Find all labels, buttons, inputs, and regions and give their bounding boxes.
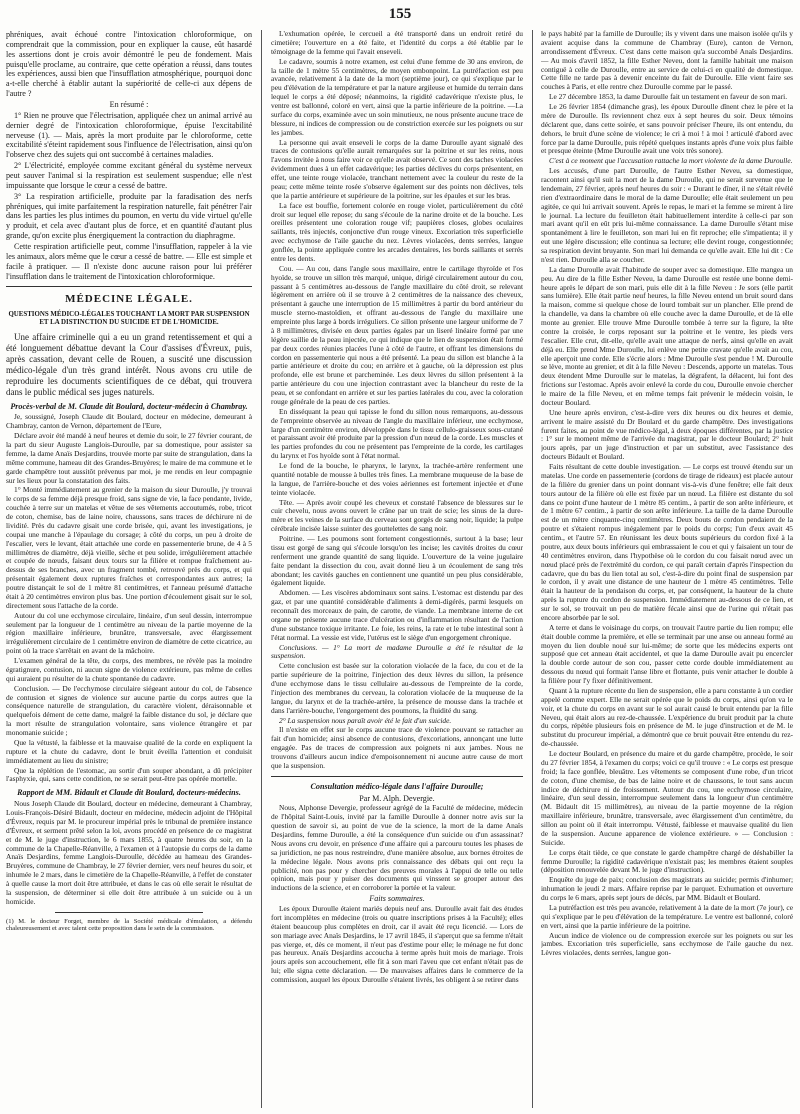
consult-paragraph: Nous, Alphonse Devergie, professeur agrégé de la Faculté de médecine, médecin de l'hôpital Saint-Louis, invité par la famille Duroulle à donner notre avis sur la question de savoir si, au point de vue de la science, la mort de la dame Anaïs Desjardins, femme Duroulle, a été la conséquence d'un suicide ou d'un assassinat? Nous avons cru devoir, en présence d'une affaire qui a parcouru toutes les phases de sa juridiction, ne pas nous restreindre, d'une manière absolue, aux bornes étroites de la médecine légale. Nous avons pris connaissance des débats qui ont reçu la publicité, non pas pour y chercher des preuves morales à l'appui de telle ou telle opinion, mais pour y puiser des documents qui vinssent se grouper autour des inductions de la science, et en corroborer la portée et la valeur. <box>271 803 523 893</box>
body-paragraph: Aucun indice de violence ou de compression exercée sur les poignets ou sur les jambes. Excoriation très superficielle, sans ecchymose de l'aile gauche du nez. Lèvres violacées, dents serrées, langue gon- <box>541 930 793 958</box>
body-paragraph: Le cadavre, soumis à notre examen, est celui d'une femme de 30 ans environ, de la taille de 1 mètre 55 centimètres, de moyen embonpoint. La putréfaction est peu avancée, relativement à la date de la mort (septième jour), ce qui s'explique par le peu d'élévation de la température et par la nature argileuse et humide du terrain dans lequel le corps a été déposé; néanmoins, la rigidité cadavérique n'existe plus, le ventre est ballonné, coloré en vert, ainsi que la partie inférieure de la poitrine. —La surface du corps, examinée avec un soin minutieux, ne nous présente aucune trace de blessure, ni indices de compression ou de constriction exercée sur les poignets ou sur les jambes. <box>271 56 523 137</box>
body-paragraph: Le docteur Boulard, en présence du maire et du garde champêtre, procède, le soir du 27 février 1854, à l'examen du corps; voici ce qu'il trouve : « Le corps est presque froid; la face gonflée, bleuâtre. Les vêtements se composent d'une robe, d'un tricot de coton, d'une chemise, de bas de laine noire et de chaussons, le tout sans aucun indice de déchirure ni de froissement. Autour du cou, une ecchymose circulaire, linéaire, d'un seul dessin, interrompue seulement dans la longueur d'un centimètre (M. Bidault dit 15 millimètres), au niveau de la partie moyenne de la région maxillaire inférieure, brunâtre, transversale, avec élargissement d'un centimètre, du sillon au point où il était interrompu. Vétusté, faiblesse et mauvaise qualité du lien de la suspension. Aucune apparence de violence extérieure. » — Conclusion : Suicide. <box>541 749 793 847</box>
lead-paragraph: Une affaire criminelle qui a eu un grand retentissement et qui a été longuement débattue devant la Cour d'assises d'Évreux, puis, après cassation, devant celle de Rouen, a suscité une discussion médico-légale d'un très grand intérêt. Nous avons cru utile de reproduire les documents scientifiques de ce débat, qui trouvera dans le public médical ses juges naturels. <box>6 331 252 397</box>
report1-paragraph: 1° Monté immédiatement au grenier de la maison du sieur Duroulle, j'y trouvai le corps de sa femme déjà presque froid, sans signe de vie, la face pendante, livide, couchée à terre sur un matelas et vêtue de ses vêtements accoutumés, robe, tricot de coton, chemise, bas de laine noire, chaussons, sans traces de déchirure ni de lividité. Près du cadavre gisait une corde brisée, qui, avant les investigations, je coupai une manche à l'épaulage du corsage; à côté du corps, un peu à droite de l'escalier, vers le levant, était attachée une corde en passementerie brune, de 4 à 5 millimètres de diamètre, déjà vieille, sèche et peu solide, irrégulièrement attachée et coupée de nœuds, faisant deux tours sur la filière et rompue fraîchement au-dessus de ses branches, avec un fragment tombé, retrouvé près du corps, et qui présentait également deux ruptures fraîches et correspondantes aux autres; la poutre distançait le sol de 1 mètre 81 centimètres, et l'anneau présumé d'attache était à 20 centimètres environ plus bas. Une portion d'écoulement gisait sur le sol, directement sous l'attache de la corde. <box>6 485 252 610</box>
body-paragraph: La putréfaction est très peu avancée, relativement à la date de la mort (7e jour), ce qui s'explique par le peu d'élévation de la température. Le ventre est ballonné, coloré en vert, ainsi que la partie inférieure de la poitrine. <box>541 902 793 930</box>
body-paragraph: Une heure après environ, c'est-à-dire vers dix heures ou dix heures et demie, arrivent le maire assisté du Dr Boulard et du garde champêtre. Des investigations furent faites, au point de vue médico-légal, à deux époques différentes, par la justice : 1° sur le moment même de l'arrivée du magistrat, par le docteur Boulard; 2° huit jours après, par un juge d'instruction et par un substitut, avec l'assistance des docteurs Bidault et Boulard. <box>541 407 793 462</box>
report1-paragraph: Autour du col une ecchymose circulaire, linéaire, d'un seul dessin, interrompue seulement par la longueur de 1 centimètre au niveau de la partie moyenne de la région maxillaire inférieure, brunâtre, transversale, avec élargissement irrégulièrement circulaire de 1 centimètre environ de diamètre de cette cicatrice, au point où la trace s'arrêtait en avant de la mâchoire. <box>6 610 252 656</box>
divider <box>271 776 523 777</box>
conclusion-1: Conclusions. — 1° La mort de madame Duroulle a été le résultat de la suspension. <box>271 642 523 661</box>
intro-paragraph: phréniques, avait échoué contre l'intoxication chloroformique, on comprendrait que la commission, pour en expliquer la cause, eût hasardé les assertions dont je crois avoir démontré le peu de fondement. Mais puisqu'elle proclame, au contraire, que cette opération a réussi, dans toutes les expériences, aussi bien que l'insufflation atmosphérique, pourquoi donc a-t-elle cherché à établir autant la supériorité de celle-ci aux dépens de l'autre ? <box>6 30 252 99</box>
column-3 <box>541 30 793 1110</box>
body-paragraph: Le corps était tiède, ce que constate le garde champêtre chargé de déshabiller la femme Duroulle; la rigidité cadavérique n'existait pas; les membres étaient souples (déposition renouvelée devant M. le juge d'instruction). <box>541 847 793 875</box>
report1-paragraph: Déclare avoir été mandé à neuf heures et demie du soir, le 27 février courant, de la part du sieur Auguste Langlois-Duroulle, par sa domestique, pour assister sa femme, la dame Anaïs Desjardins, trouvée morte par suite de strangulation, dans la même commune, hameau dit des Grandes-Bruyères; le maire de ma commune et le garde champêtre tout aussitôt prévenus par moi, je me rendis en leur compagnie sur les lieux pour la constatation des faits. <box>6 431 252 485</box>
conclusion-point-4: Cette respiration artificielle peut, comme l'insufflation, rappeler à la vie les animaux, alors même que le cœur a cessé de battre. — Elle est simple et facile à pratiquer. — Il n'existe donc aucune raison pour lui préférer l'insufflation dans le traitement de l'intoxication chloroformique. <box>6 242 252 281</box>
consult-title: Consultation médico-légale dans l'affaire Duroulle; <box>310 781 484 791</box>
column-2 <box>271 30 523 1110</box>
conclusion-point-3: 3° La respiration artificielle, produite par la faradisation des nerfs phréniques, qui imite parfaitement la respiration naturelle, fait pénétrer l'air dans les parties les plus intimes du poumon, en vertu du vide virtuel qu'elle y produit, et cela avec d'autant plus de force, et en quantité d'autant plus grande, qu'on excite plus énergiquement la contraction du diaphragme. <box>6 191 252 241</box>
body-paragraph: Faits résultant de cette double investigation. — Le corps est trouvé étendu sur un matelas. Une corde en passementerie (cordons de tirage de rideaux) est placée autour de la filière du grenier dans un point donnant vis-à-vis d'une fenêtre; elle fait deux tours autour de la filière où elle est fixée par un nœud. La filière est distante du sol dans ce point d'une hauteur de 1 mètre 85 centim., à partir de son arête inférieure, et de 1 mètre 67 centim., à partir de son arête inférieure. La taille de la dame Duroulle est de un mètre cinquante-cinq centimètres. Deux bouts de cordon pendaient de la poutre et s'étaient rompus inégalement par le poids du corps; l'un d'eux avait 45 centim., et l'autre 57. En réunissant les deux bouts supérieurs du cordon fixé à la poutre, aux deux bouts inférieurs qui embrassaient le cou et qui y faisaient un tour de 40 centimètres environ, dans l'hypothèse où le cordon du cou faisait nœud avec un nœud placé près de l'extrémité du cordon, ce qui paraît certain d'après l'inspection du cadavre, que du bas du lien total au sol, c'est-à-dire du point final de suspension par le cordon, il y avait une distance de une hauteur de 1 mètre 45 centimètres. Telle était la hauteur de la pendaison du corps, et, par conséquent, la hauteur de la chute après la rupture du cordon de suspension. Immédiatement au-dessous de ce lien, et sur le sol, se trouvait un peu de matière fécale ainsi que de l'urine qui n'était pas encore absorbée par le sol. <box>541 462 793 622</box>
body-paragraph: Abdomen. — Les viscères abdominaux sont sains. L'estomac est distendu par des gaz, et par une quantité considérable d'aliments à demi-digérés, parmi lesquels on reconnaît des morceaux de pain, de carotte, de viande. La membrane interne de cet organe ne présente aucune trace d'ulcération ou d'inflammation résultant de l'action d'une substance toxique irritante. Le foie, les reins, la rate et le tube intestinal sont à l'état normal. La vessie est vide, l'utérus est le siège d'un engorgement chronique. <box>271 588 523 642</box>
body-paragraph: Le 26 février 1854 (dimanche gras), les époux Duroulle dînent chez le père et la mère de Duroulle. Ils reviennent chez eux à sept heures du soir. Deux témoins déclarent que, dans cette soirée, et sans pouvoir préciser l'heure, ils ont entendu, du dehors, le bruit d'une scène de violence; le cri à moi ! à moi ! articulé d'abord avec force par la dame Duroulle, puis répété quelques instants après d'une voix plus faible et presque éteinte (Mme Duroulle avait une voix très sonore). <box>541 102 793 156</box>
faits-title: Faits sommaires. <box>369 894 425 904</box>
body-paragraph: Tête. — Après avoir coupé les cheveux et constaté l'absence de blessures sur le cuir chevelu, nous avons ouvert le crâne par un trait de scie; les sinus de la dure-mère et les veines de la surface du cerveau sont gorgés de sang noir, liquide; la pulpe cérébrale incisée laisse suinter des gouttelettes de sang noir. <box>271 497 523 534</box>
report1-paragraph: Conclusion. — De l'ecchymose circulaire siégeant autour du col, de l'absence de contusion et signes de violence sur aucune partie du corps autres que la conséquence naturelle de strangulation, du caractère violent, déraisonnable et quelquefois dément de cette dame, malgré la faible distance du sol, je déclare que la mort résulte de strangulation volontaire, sans violence étrangère et par monomanie suicide ; <box>6 683 252 738</box>
body-paragraph: La personne qui avait enseveli le corps de la dame Duroulle ayant signalé des traces de contusions qu'elle aurait remarquées sur la poitrine et sur les reins, nous l'avons invitée à nous faire voir ce qu'elle avait observé. Ce sont des taches violacées évidemment dues à un effet cadavérique; les parties déclives du corps présentent, en effet, une teinte rouge violacée, tranchant nettement avec la couleur du reste de la peau; cette même teinte rosée s'observe également sur des points non déclives, tels que la partie antérieure et supérieure de la poitrine, sur les épaules et sur les bras. <box>271 137 523 200</box>
body-paragraph: Cette conclusion est basée sur la coloration violacée de la face, du cou et de la partie supérieure de la poitrine, l'injection des deux lèvres du sillon, la présence d'une ecchymose dans le tissu cellulaire au-dessous de l'empreinte de la corde, l'injection des membranes du cerveau, la coloration violacée de la muqueuse de la langue, du larynx et de la trachée-artère, la présence de mousse dans la trachée et dans l'arrière-bouche, l'engorgement des poumons, la fluidité du sang. <box>271 661 523 715</box>
section-subtitle: QUESTIONS MÉDICO-LÉGALES TOUCHANT LA MORT PAR SUSPENSION ET LA DISTINCTION DU SUICIDE ET DE L'HOMICIDE. <box>8 310 250 327</box>
footnote-divider <box>55 912 203 913</box>
report1-paragraph: L'examen général de la tête, du corps, des membres, ne révèle pas la moindre égratignure, contusion, ni aucun signe de violence extérieure, pas même de celles qui auraient pu résulter de la chute spontanée du cadavre. <box>6 656 252 683</box>
column-rule <box>261 30 262 1108</box>
body-paragraph: C'est à ce moment que l'accusation rattache la mort violente de la dame Duroulle. <box>549 156 793 166</box>
consult-author: Par M. Alph. Devergie. <box>359 793 435 803</box>
report2-paragraph: Nous Joseph Claude dit Boulard, docteur en médecine, demeurant à Chambray, Louis-François-Désiré Bidault, docteur en médecine, médecin adjoint de l'Hôpital d'Évreux, requis par M. le procureur impérial près le tribunal de première instance d'Évreux, et serment prêté selon la loi, avons procédé en présence de ce magistrat et de M. le juge d'instruction, le 6 mars 1855, à quatre heures du soir, en la commune de la Chapelle-Réanville, à l'examen et à l'autopsie du corps de la dame Anaïs Desjardins, femme Langlois-Duroulle, décédée au hameau des Grandes-Bruyères, commune de Chambray, le 27 février dernier, vers neuf heures du soir, et inhumée le 2 mars, dans le cimetière de la Chapelle-Réanville, à l'effet de constater à quelle cause la mort doit être attribuée, et dans le cas où elle serait le résultat de la suspension, de déterminer si elle doit être attribuée à un suicide ou à un homicide. <box>6 799 252 906</box>
body-paragraph: A terre et dans le voisinage du corps, on trouvait l'autre partie du lien rompu; elle était double comme la première, et elle se terminait par une anse ou anneau formé au moyen du lien double noué sur lui-même; de sorte que les médecins experts ont supposé que cet anneau était accidentel, et que la dame Duroulle avait pu encercler la double corde autour de son cou, passer cette corde double immédiatement au dessous du nœud qui formait l'anse libre et flottante, puis venir attacher le double à la filière pour l'y fixer définitivement. <box>541 622 793 685</box>
body-paragraph: La face est bouffie, fortement colorée en rouge violet, particulièrement du côté droit sur lequel elle repose; du sang s'écoule de la narine droite et de la bouche. Les oreilles présentent une coloration rouge vif; paupières closes, globes oculaires saillants, très injectés, conjonctive d'un rouge vineux. Excoriation très superficielle avec ecchymose de l'aile gauche du nez. Lèvres violacées, dents serrées, langue gonflée, la pointe appliquée contre les arcades dentaires, les bords saillants et serrés entre les dents. <box>271 200 523 263</box>
report1-paragraph: Que la vétusté, la faiblesse et la mauvaise qualité de la corde en expliquent la rupture et la chute du cadavre, dont le bruit éveilla l'attention et conduisit immédiatement au lieu du sinistre; <box>6 737 252 765</box>
body-paragraph: Les accusés, d'une part Duroulle, de l'autre Esther Neveu, sa domestique, racontent ainsi qu'il suit la mort de la dame Duroulle, qui ne serait survenue que le lendemain, 27 février, après neuf heures du soir : « Durant le dîner, il ne s'était révélé rien d'extraordinaire dans le moral de la dame Duroulle; elle était seulement un peu agitée, ce qui lui arrivait souvent. Après le repas, le mari et la femme se mirent à lire le journal. La lecture du feuilleton était habituellement interdite à celle-ci par son mari avant qu'il en eût pris lui-même connaissance. La dame Duroulle s'étant mise spontanément à lire le feuilleton, son mari lui en fit reproche; elle s'impatienta; il y eut une légère discussion; elle continua sa lecture; elle devint rouge, congestionnée; sa respiration devint bruyante. Son mari lui demanda ce qu'elle avait. Elle lui dit : Ce n'est rien. Duroulle alla se coucher. <box>541 166 793 264</box>
footnote: (1) M. le docteur Forget, membre de la Société médicale d'émulation, a défendu chaleureusement et avec talent cette proposition dans le sein de la commission. <box>6 917 252 933</box>
body-paragraph: La dame Duroulle avait l'habitude de souper avec sa domestique. Elle mangea un peu. Au dire de la fille Esther Neveu, la dame Duroulle est restée une bonne demi-heure après le départ de son mari, puis elle dit à la fille Neveu : Je sors (elle partit sans lumière). Elle était partie neuf heures, la fille Neveu entend un bruit sourd dans la maison, comme si quelque chose de lourd tombait sur un plancher. Elle prend de la chandelle, va dans la chambre où elle couche avec la dame Duroulle, et de là elle monte au grenier. Elle trouve Mme Duroulle tombée à terre sur la figure, la tête contre la croisée, le corps reposant sur la poitrine et le ventre, les pieds vers l'escalier. Elle crut, dit-elle, qu'elle avait une attaque de nerfs, ainsi qu'elle en avait déjà eu. Elle prend Mme Duroulle, lui enlève une petite cravate qu'elle avait au cou, elle aperçoit une corde. Elle s'écrie alors : Mme Duroulle s'est pendue ! M. Duroulle se lève, monte au grenier, et dit à la fille Neveu : Descends, apporte un matelas. Tous deux étendent Mme Duroulle sur le matelas, la dégrafent, la délacent, lui font des frictions sur l'estomac. Après avoir enlevé la corde du cou, Duroulle envoie chercher le maire de la fille Neveu, et en même temps fait prévenir le médecin voisin, le docteur Boulard. <box>541 264 793 407</box>
page-number: 155 <box>388 6 412 22</box>
body-paragraph: En disséquant la peau qui tapisse le fond du sillon nous remarquons, au-dessous de l'empreinte observée au niveau de l'angle du maxillaire inférieur, une ecchymose, large d'un centimètre environ, développée dans le tissu cellulo-graisseux sous-cutané et paraissant avoir été produite par la pression d'un nœud de la corde. Les muscles et les parties profondes du cou ne présentent pas l'empreinte de la corde, les cartilages du larynx et l'os hyoïde sont à l'état normal. <box>271 406 523 461</box>
column-1 <box>6 30 252 1110</box>
body-paragraph: L'exhumation opérée, le cercueil a été transporté dans un endroit retiré du cimetière; l'ouverture en a été faite, et l'identité du corps a été établie par le témoignage de la femme qui l'avait enseveli. <box>271 30 523 56</box>
body-paragraph: Poitrine. — Les poumons sont fortement congestionnés, surtout à la base; leur tissu est gorgé de sang qui s'écoule lorsqu'on les incise; les cavités droites du cœur renferment une grande quantité de sang liquide. L'ouverture de la veine jugulaire faite pendant la dissection du cou, avait donné lieu à un écoulement de sang très abondant; les cavités gauches en contiennent une quantité un peu plus considérable, également liquide. <box>271 534 523 588</box>
report1-title: Procès-verbal de M. Claude dit Boulard, docteur-médecin à Chambray. <box>10 401 248 411</box>
faits-paragraph: Les époux Duroulle étaient mariés depuis neuf ans. Duroulle avait fait des études fort incomplètes en médecine (trois ou quatre inscriptions prises à la Faculté); elles étaient beaucoup plus complètes en droit, car il avait été reçu licencié. — Lors de son mariage avec Anaïs Desjardins, le 17 avril 1845, il s'aperçut que sa femme n'était pas vierge, et, dès ce moment, il n'eut pas d'estime pour elle; le ménage ne fut donc pas heureux. Anaïs Desjardins accoucha à terme après huit mois de mariage. Trois jours après son accouchement, elle fit à son mari l'aveu que cet enfant n'était pas de lui; elle signa cette déclaration. — De mauvaises affaires dans le commerce de la commission, auquel les époux Duroulle s'étaient livrés, les obligent à se retirer dans <box>271 904 523 985</box>
column-rule <box>532 30 533 1108</box>
report1-paragraph: Que la réplétion de l'estomac, au sortir d'un souper abondant, a dû précipiter l'asphyxie, qui, sans cette condition, ne se serait peut-être pas opérée mortelle. <box>6 765 252 784</box>
conclusion-point-1: 1° Rien ne prouve que l'électrisation, appliquée chez un animal arrivé au dernier degré de l'intoxication chloroformique, épuise l'excitabilité nerveuse (1). — Mais, après la mort produite par le chloroforme, cette excitabilité s'éteint rapidement sous l'influence de l'électrisation, ainsi qu'on l'observe chez des sujets qui ont succombé à certaines maladies. <box>6 110 252 160</box>
body-paragraph: Le 27 décembre 1853, la dame Duroulle fait un testament en faveur de son mari. <box>549 92 788 102</box>
conclusion-2: 2° La suspension nous paraît avoir été le fait d'un suicide. <box>279 715 452 725</box>
body-paragraph: Il n'existe en effet sur le corps aucune trace de violence pouvant se rattacher au fait d'un homicide; ainsi absence de contusions, d'excoriations, annonçant une lutte engagée. Pas de traces de compression aux poignets ni aux jambes. Nous ne trouvons d'ailleurs aucun indice d'empoisonnement ni aucune autre cause de mort que la suspension. <box>271 725 523 770</box>
body-paragraph: Le fond de la bouche, le pharynx, le larynx, la trachée-artère renferment une quantité notable de mousse à bulles très fines. La membrane muqueuse de la base de la langue, de l'arrière-bouche et des voies aériennes est fortement injectée et d'une teinte violacée. <box>271 461 523 497</box>
body-paragraph: Enquête du juge de paix; conclusion des magistrats au suicide; permis d'inhumer; inhumation le jeudi 2 mars. Affaire reprise par le parquet. Exhumation et ouverture du corps le 6 mars, après sept jours de décès, par MM. Bidault et Boulard. <box>541 875 793 902</box>
conclusion-point-2: 2° L'électricité, employée comme excitant général du système nerveux peut sauver l'animal si la respiration est seulement suspendue; elle n'est impuissante que lorsque le cœur a cessé de battre. <box>6 161 252 190</box>
report1-paragraph: Je, soussigné, Joseph Claude dit Boulard, docteur en médecine, demeurant à Chambray, canton de Vernon, département de l'Eure, <box>6 412 252 431</box>
body-paragraph: Cou. — Au cou, dans l'angle sous maxillaire, entre le cartilage thyroïde et l'os hyoïde, se trouve un sillon très marqué, unique, dirigé circulairement autour du cou, passant à 5 centimètres au-dessous de l'angle maxillaire du côté droit, se relevant légèrement en arrière où il se trouve à 2 centimètres de la naissance des cheveux, présentant à gauche une interruption de 15 millimètres à partir du bord antérieur du muscle sterno-mastoïdien, et offrant au-dessous de l'angle du maxillaire une empreinte plus large à bords irréguliers. Ce sillon présente une largeur uniforme de 7 à 8 millimètres, divisée en deux parties égales par un liseré linéaire formé par une légère saillie de la peau injectée, ce qui indique que le lien de suspension était formé par deux cordes réunies placées l'une à côté de l'autre, et offrant les dimensions du cordon en passementerie qui nous a été présenté. La peau du sillon est blanche à la partie antérieure et droite du cou; en arrière et à gauche, où la dépression est plus profonde, elle est brune et parcheminée. Les deux lèvres du sillon présentent à la partie antérieure du cou une injection contrastant avec la blancheur du reste de la peau, et se confondant en arrière et sur les parties latérales du cou, avec la coloration rouge générale de la peau de ces parties. <box>271 263 523 406</box>
body-paragraph: le pays habité par la famille de Duroulle; ils y vivent dans une maison isolée qu'ils y avaient acquise dans la commune de Chambray (Eure), canton de Vernon, arrondissement d'Évreux. C'est dans cette maison qu'a succombé Anaïs Desjardins. — Au mois d'avril 1852, la fille Esther Neveu, dont la famille habitait une maison contiguë à celle de Duroulle, entre au service de celui-ci en qualité de domestique. Cette fille ne tarde pas à devenir enceinte du fait de Duroulle. Elle vient faire ses couches à Paris, et elle rentre chez Duroulle comme par le passé. <box>541 30 793 92</box>
body-paragraph: Quant à la rupture récente du lien de suspension, elle a paru constante à un cordier appelé comme expert. Elle ne serait opérée que le poids du corps, ainsi qu'on va le voir, et la chute du corps en avant sur le sol aurait causé le bruit entendu par la fille Neveu, qui était alors au rez-de-chaussée. L'expérience du bruit produit par la chute du corps, répétée plusieurs fois en présence de M. le juge d'instruction et de M. le substitut du procureur impérial, a démontré que ce bruit pouvait être entendu du rez-de-chaussée. <box>541 685 793 749</box>
report2-title: Rapport de MM. Bidault et Claude dit Boulard, docteurs-médecins. <box>17 788 241 798</box>
section-title: MÉDECINE LÉGALE. <box>65 293 193 306</box>
divider <box>6 286 252 287</box>
resume-heading: En résumé : <box>109 100 149 110</box>
